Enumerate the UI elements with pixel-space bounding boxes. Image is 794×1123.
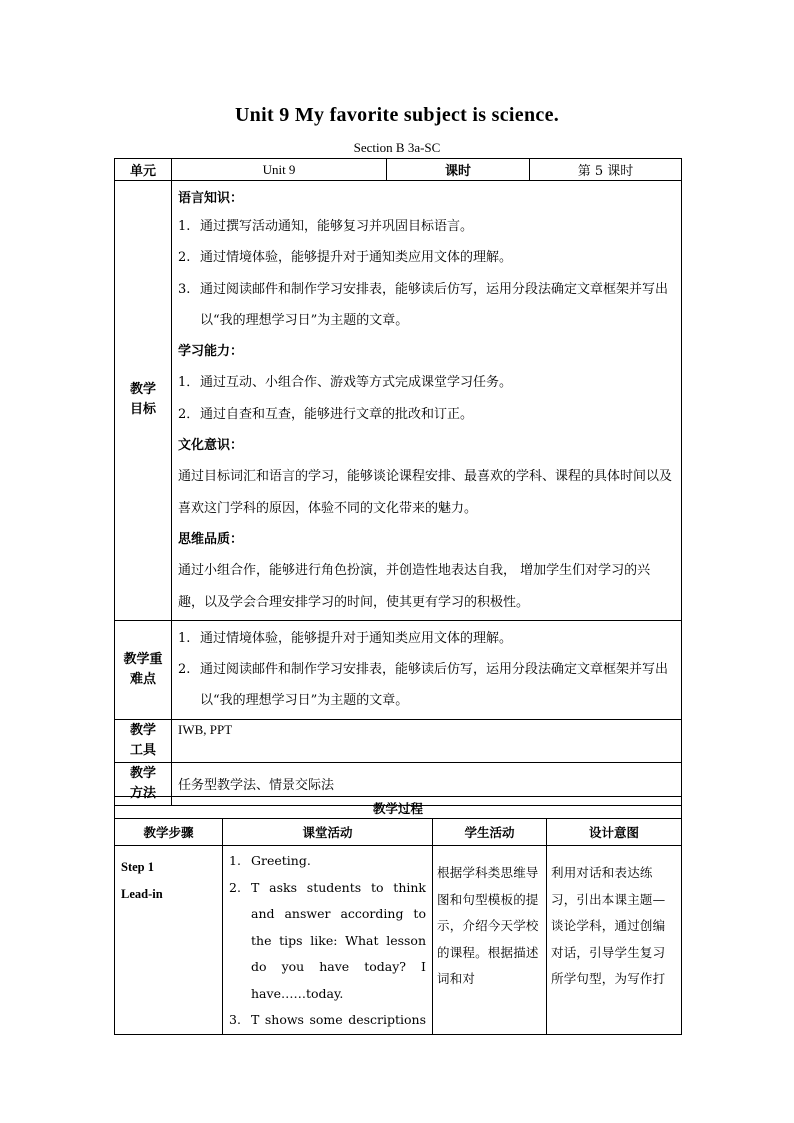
column-header: 设计意图 — [547, 819, 682, 846]
list-text: 通过情境体验，能够提升对于通知类应用文体的理解。 — [200, 630, 513, 646]
list-text: 通过阅读邮件和制作学习安排表，能够读后仿写，运用分段法确定文章框架并写出以“我的理想学习日”为主题的文章。 — [200, 662, 669, 709]
list-number: 2. — [178, 250, 191, 266]
step-name: Step 1 — [121, 860, 154, 874]
objectives-content — [172, 181, 682, 621]
key-points-items — [178, 623, 675, 717]
column-header: 教学步骤 — [115, 819, 223, 846]
list-number: 1. — [229, 853, 241, 868]
language-heading: 语言知识： — [178, 191, 244, 206]
key-points-label: 教学重难点 — [115, 620, 172, 719]
thinking-text: 通过小组合作，能够进行角色扮演，并创造性地表达自我， 增加学生们对学习的兴趣，以及学会合理安排学习的时间，使其更有学习的积极性。 — [178, 563, 651, 610]
list-item — [178, 211, 675, 242]
list-item — [229, 875, 426, 1008]
key-points-content — [172, 620, 682, 719]
activity-cell — [223, 846, 433, 1035]
column-header: 课堂活动 — [223, 819, 433, 846]
period-label: 课时 — [387, 159, 530, 181]
list-text: 通过撰写活动通知，能够复习并巩固目标语言。 — [200, 219, 474, 234]
list-number: 1. — [178, 219, 191, 234]
header-row — [115, 159, 682, 181]
methods-label: 教学方法 — [115, 762, 172, 805]
list-number: 2． — [178, 406, 200, 422]
list-text: 通过情境体验，能够提升对于通知类应用文体的理解。 — [200, 250, 513, 266]
list-item — [229, 848, 426, 875]
step-cell — [115, 846, 223, 1035]
list-text: 通过阅读邮件和制作学习安排表，能够读后仿写，运用分段法确定文章框架并写出以“我的理想学习日”为主题的文章。 — [200, 281, 669, 328]
culture-heading: 文化意识： — [178, 438, 244, 454]
objectives-row — [115, 181, 682, 621]
column-header: 学生活动 — [433, 819, 547, 846]
ability-items — [178, 367, 675, 430]
list-item — [178, 623, 675, 654]
list-item — [178, 274, 675, 337]
process-column-headers — [115, 819, 682, 846]
list-number: 1． — [178, 375, 200, 391]
document-title: Unit 9 My favorite subject is science. — [234, 104, 560, 126]
step-row — [115, 846, 682, 1035]
thinking-heading: 思维品质： — [178, 531, 244, 547]
unit-value: Unit 9 — [172, 159, 387, 181]
lesson-plan-table — [114, 158, 682, 806]
step-sub: Lead-in — [121, 886, 163, 901]
ability-heading: 学习能力： — [178, 344, 244, 360]
list-number: 3. — [178, 281, 191, 297]
unit-label: 单元 — [115, 159, 172, 181]
tools-value: IWB, PPT — [172, 719, 682, 762]
process-table — [114, 796, 682, 1035]
list-text: 通过互动、小组合作、游戏等方式完成课堂学习任务。 — [200, 375, 513, 391]
list-item — [178, 242, 675, 273]
list-item — [178, 367, 675, 398]
list-text: Greeting. — [251, 853, 311, 868]
list-text: T asks students to think and answer according to the tips like: What lesson do you have today? I have……today. — [251, 879, 426, 1001]
list-item — [178, 654, 675, 717]
list-number: 1. — [178, 630, 191, 646]
list-number: 3. — [229, 1012, 241, 1027]
list-number: 2. — [229, 879, 241, 895]
list-text: T shows some descriptions — [251, 1012, 426, 1027]
tools-label: 教学工具 — [115, 719, 172, 762]
methods-value: 任务型教学法、情景交际法 — [172, 762, 682, 805]
activity-items — [229, 848, 426, 1034]
language-items — [178, 211, 675, 336]
process-heading: 教学过程 — [115, 797, 682, 819]
student-activity: 根据学科类思维导图和句型模板的提示，介绍今天学校的课程。根据描述词和对 — [433, 846, 547, 1035]
document-subtitle: Section B 3a-SC — [353, 140, 441, 155]
list-item — [229, 1007, 426, 1034]
culture-text: 通过目标词汇和语言的学习，能够谈论课程安排、最喜欢的学科、课程的具体时间以及喜欢这门学科的原因，体验不同的文化带来的魅力。 — [178, 469, 673, 516]
period-value: 第 5 课时 — [530, 159, 682, 181]
tools-row — [115, 719, 682, 762]
key-points-row — [115, 620, 682, 719]
list-number: 2. — [178, 662, 191, 678]
list-item — [178, 399, 675, 430]
design-intent: 利用对话和表达练习，引出本课主题—谈论学科，通过创编对话，引导学生复习所学句型，为写作打 — [547, 846, 682, 1035]
objectives-label: 教学目标 — [115, 181, 172, 621]
list-text: 通过自查和互查，能够进行文章的批改和订正。 — [200, 406, 474, 422]
